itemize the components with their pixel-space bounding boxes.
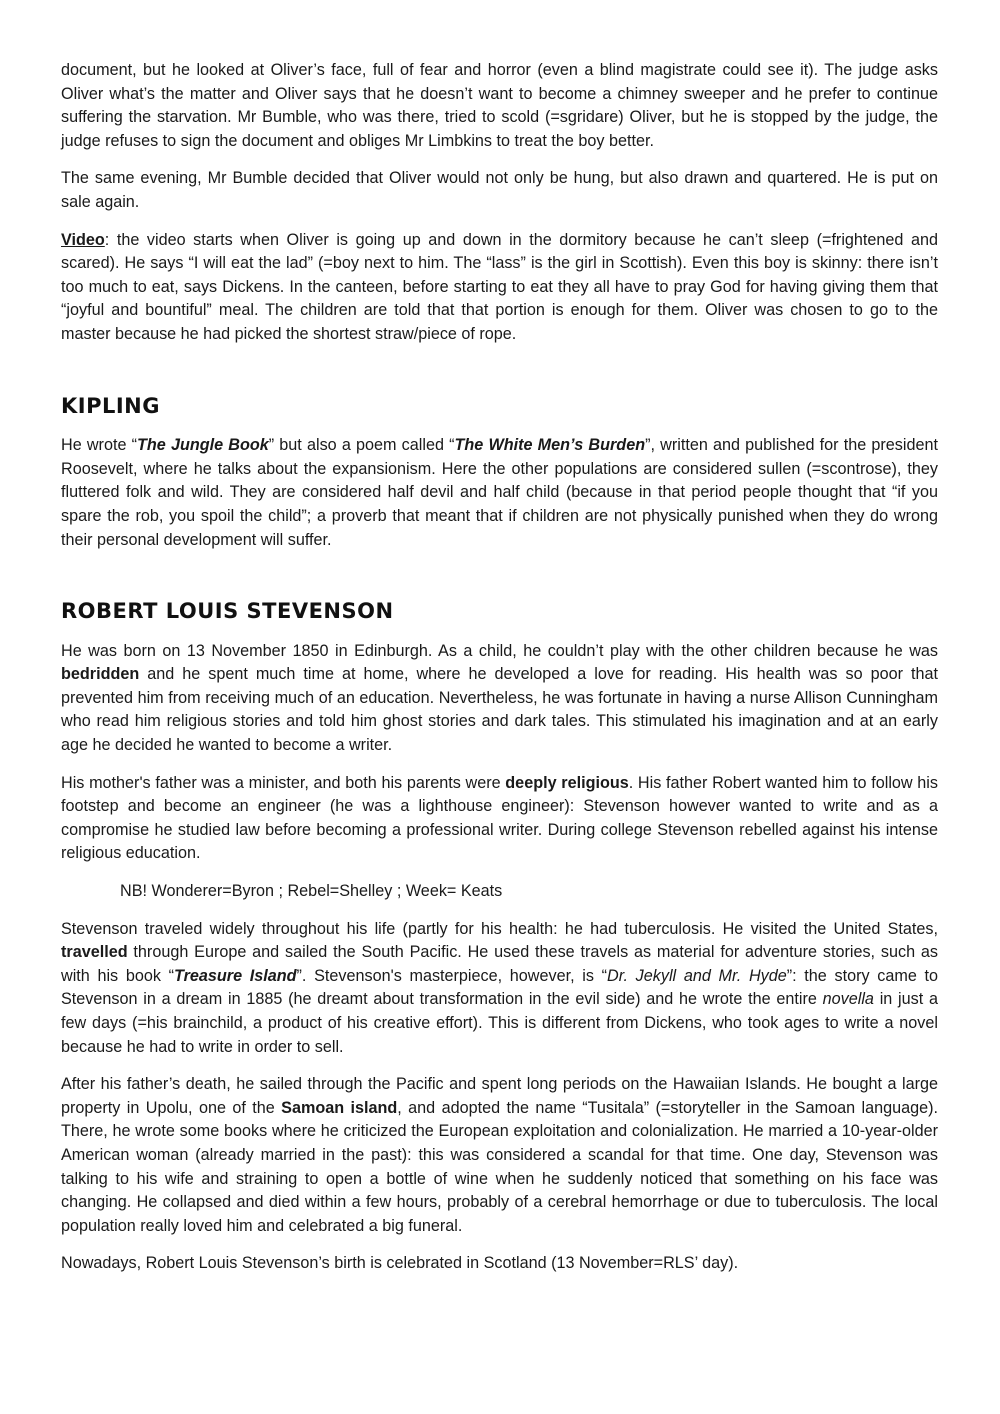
paragraph-mr-bumble: The same evening, Mr Bumble decided that Oliver would not only be hung, but also drawn and quartered. He is put on sale again. <box>61 169 938 211</box>
text: . His father Robert wanted him to follow his footstep and become an engineer (he was a lighthouse engineer): Stevenson however wanted to write and as a compromise he studied law before becoming a professional writer. During college Stevenson rebelled against his intense religious education. <box>61 773 938 863</box>
text: His mother's father was a minister, and both his parents were <box>61 773 506 792</box>
text: He was born on 13 November 1850 in Edinburgh. As a child, he couldn’t play with the other children because he was <box>61 641 938 660</box>
emphasis-novella: novella <box>822 990 874 1009</box>
text: through Europe and sailed the South Pacific. He used these travels as material for adventure stories, such as with his book “ <box>61 943 938 985</box>
text: ”, written and published for the president Roosevelt, where he talks about the expansionism. Here the other populations are considered sullen (=scontrose), they fluttered folk and wild. They are considered half devil and half child (because in that period people thought that “if you spare the rob, you spoil the child”; a proverb that meant that if children are not physically punished when they do wrong their personal development will suffer. <box>61 436 938 549</box>
paragraph-stevenson-nowadays: Nowadays, Robert Louis Stevenson’s birth is celebrated in Scotland (13 November=RLS’ day). <box>61 1254 739 1273</box>
video-label: Video <box>61 230 105 249</box>
paragraph-kipling <box>61 434 938 552</box>
note-romantic-poets: NB! Wonderer=Byron ; Rebel=Shelley ; Week= Keats <box>120 882 503 901</box>
title-white-mens-burden: The White Men’s Burden <box>454 436 646 455</box>
text: After his father’s death, he sailed through the Pacific and spent long periods on the Hawaiian Islands. He bought a large property in Upolu, one of the <box>61 1075 938 1117</box>
text: ”. Stevenson's masterpiece, however, is “ <box>296 966 608 985</box>
title-jungle-book: The Jungle Book <box>137 436 269 455</box>
heading-kipling: KIPLING <box>61 393 160 418</box>
emphasis-samoan-island: Samoan island <box>281 1098 398 1117</box>
paragraph-stevenson-samoa <box>61 1073 938 1238</box>
text: ”: the story came to Stevenson in a dream in 1885 (he dreamt about transformation in the evil side) and he wrote the entire <box>61 966 938 1009</box>
text: ” but also a poem called “ <box>268 436 455 455</box>
paragraph-video <box>61 229 938 347</box>
document-page <box>61 59 938 1290</box>
text: in just a few days (=his brainchild, a product of his creative effort). This is different from Dickens, who took ages to write a novel because he had to write in order to sell. <box>61 990 938 1056</box>
paragraph-stevenson-birth <box>61 640 938 758</box>
emphasis-deeply-religious: deeply religious <box>505 773 629 792</box>
title-treasure-island: Treasure Island <box>174 966 297 985</box>
paragraph-stevenson-parents <box>61 772 938 866</box>
emphasis-travelled: travelled <box>61 943 128 962</box>
paragraph-oliver-judge: document, but he looked at Oliver’s face, full of fear and horror (even a blind magistrate could see it). The judge asks Oliver what’s the matter and Oliver says that he doesn’t want to become a chimney sweeper and he prefer to continue suffering the starvation. Mr Bumble, who was there, tried to scold (=sgridare) Oliver, but he is stopped by the judge, the judge refuses to sign the document and obliges Mr Limbkins to treat the boy better. <box>61 61 938 150</box>
paragraph-stevenson-travels <box>61 918 938 1060</box>
video-text: : the video starts when Oliver is going up and down in the dormitory because he can’t sleep (=frightened and scared). He says “I will eat the lad” (=boy next to him. The “lass” is the girl in Scottish). Even this boy is skinny: there isn’t too much to eat, says Dickens. In the canteen, before starting to eat they all have to pray God for having giving them that “joyful and bountiful” meal. The children are told that that portion is enough for them. Oliver was chosen to go to the master because he had picked the shortest straw/piece of rope. <box>61 230 938 343</box>
heading-stevenson: ROBERT LOUIS STEVENSON <box>61 599 394 624</box>
text: and he spent much time at home, where he developed a love for reading. His health was so poor that prevented him from receiving much of an education. Nevertheless, he was fortunate in having a nurse Allison Cunningham who read him religious stories and told him ghost stories and dark tales. This stimulated his imagination and at an early age he decided he wanted to become a writer. <box>61 665 938 755</box>
text: , and adopted the name “Tusitala” (=storyteller in the Samoan language). There, he wrote some books where he criticized the European exploitation and colonialization. He married a 10-year-older American woman (already married in the past): this was considered a scandal for that time. One day, Stevenson was talking to his wife and straining to open a bottle of wine when he suddenly noticed that something on his face was changing. He collapsed and died within a few hours, probably of a cerebral hemorrhage or due to tuberculosis. The local population really loved him and celebrated a big funeral. <box>61 1098 938 1235</box>
emphasis-bedridden: bedridden <box>61 665 140 684</box>
title-jekyll-hyde: Dr. Jekyll and Mr. Hyde <box>607 966 787 985</box>
text: He wrote “ <box>61 436 137 455</box>
text: Stevenson traveled widely throughout his life (partly for his health: he had tuberculosis. He visited the United States, <box>61 919 938 938</box>
